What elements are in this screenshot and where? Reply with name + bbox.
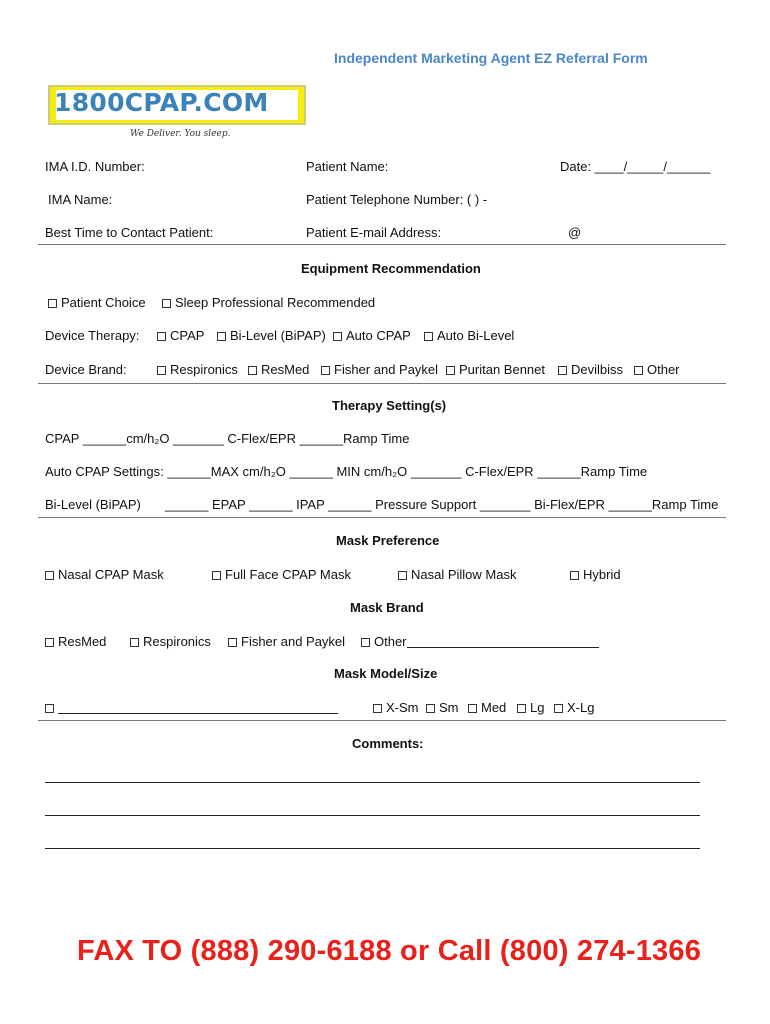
checkbox[interactable] — [446, 366, 455, 375]
divider — [38, 244, 726, 245]
checkbox[interactable] — [558, 366, 567, 375]
company-logo — [48, 85, 306, 125]
auto-cpap-settings-line[interactable]: Auto CPAP Settings: ______MAX cm/h₂O ______ MIN cm/h₂O _______ C-Flex/EPR ______Ramp Time — [45, 464, 648, 479]
checkbox[interactable] — [634, 366, 643, 375]
checkbox[interactable] — [217, 332, 226, 341]
mask-model-field[interactable] — [58, 713, 338, 714]
divider — [38, 720, 726, 721]
size-x-sm-option[interactable]: X-Sm — [373, 700, 419, 715]
checkbox[interactable] — [162, 299, 171, 308]
checkbox[interactable] — [157, 366, 166, 375]
mask-brand-heading: Mask Brand — [350, 600, 424, 615]
mask-model-checkbox[interactable] — [45, 700, 58, 715]
checkbox[interactable] — [333, 332, 342, 341]
checkbox[interactable] — [228, 638, 237, 647]
bilevel-label: Bi-Level (BiPAP) — [45, 497, 141, 512]
best-time-label: Best Time to Contact Patient: — [45, 225, 214, 240]
checkbox[interactable] — [517, 704, 526, 713]
brand-other-option[interactable]: Other — [634, 362, 680, 377]
size-lg-option[interactable]: Lg — [517, 700, 544, 715]
mask-nasal-pillow-option[interactable]: Nasal Pillow Mask — [398, 567, 516, 582]
checkbox[interactable] — [426, 704, 435, 713]
therapy-cpap-option[interactable]: CPAP — [157, 328, 204, 343]
cpap-settings-line[interactable]: CPAP ______cm/h₂O _______ C-Flex/EPR ______Ramp Time — [45, 431, 410, 446]
form-title: Independent Marketing Agent EZ Referral Form — [334, 50, 648, 66]
mask-preference-heading: Mask Preference — [336, 533, 440, 548]
mask-full-face-option[interactable]: Full Face CPAP Mask — [212, 567, 351, 582]
equipment-heading: Equipment Recommendation — [301, 261, 481, 276]
mask-brand-resmed-option[interactable]: ResMed — [45, 634, 106, 649]
date-label: Date: ____/_____/______ — [560, 159, 711, 174]
checkbox[interactable] — [554, 704, 563, 713]
logo-text: 1800CPAP.COM — [54, 88, 269, 117]
logo-tagline: We Deliver. You sleep. — [130, 129, 231, 139]
patient-name-label: Patient Name: — [306, 159, 389, 174]
brand-resmed-option[interactable]: ResMed — [248, 362, 309, 377]
bilevel-settings-line[interactable]: ______ EPAP ______ IPAP ______ Pressure Support _______ Bi-Flex/EPR ______Ramp Time — [165, 497, 719, 512]
email-at-sign: @ — [568, 225, 582, 240]
therapy-heading: Therapy Setting(s) — [332, 398, 447, 413]
mask-brand-respironics-option[interactable]: Respironics — [130, 634, 211, 649]
sleep-professional-option[interactable]: Sleep Professional Recommended — [162, 295, 375, 310]
mask-nasal-option[interactable]: Nasal CPAP Mask — [45, 567, 164, 582]
brand-puritan-bennet-option[interactable]: Puritan Bennet — [446, 362, 545, 377]
checkbox[interactable] — [45, 571, 54, 580]
therapy-bilevel-option[interactable]: Bi-Level (BiPAP) — [217, 328, 326, 343]
mask-brand-other-option[interactable]: Other — [361, 634, 407, 649]
checkbox[interactable] — [361, 638, 370, 647]
brand-fisher-paykel-option[interactable]: Fisher and Paykel — [321, 362, 438, 377]
checkbox[interactable] — [130, 638, 139, 647]
comments-heading: Comments: — [352, 736, 424, 751]
ima-id-label: IMA I.D. Number: — [45, 159, 145, 174]
mask-brand-fisher-paykel-option[interactable]: Fisher and Paykel — [228, 634, 345, 649]
size-med-option[interactable]: Med — [468, 700, 506, 715]
checkbox[interactable] — [398, 571, 407, 580]
brand-devilbiss-option[interactable]: Devilbiss — [558, 362, 623, 377]
device-brand-label: Device Brand: — [45, 362, 127, 377]
therapy-auto-bilevel-option[interactable]: Auto Bi-Level — [424, 328, 514, 343]
checkbox[interactable] — [248, 366, 257, 375]
checkbox[interactable] — [45, 704, 54, 713]
divider — [38, 383, 726, 384]
device-therapy-label: Device Therapy: — [45, 328, 140, 343]
checkbox[interactable] — [157, 332, 166, 341]
brand-respironics-option[interactable]: Respironics — [157, 362, 238, 377]
checkbox[interactable] — [45, 638, 54, 647]
checkbox[interactable] — [212, 571, 221, 580]
checkbox[interactable] — [570, 571, 579, 580]
checkbox[interactable] — [373, 704, 382, 713]
ima-name-label: IMA Name: — [48, 192, 113, 207]
therapy-auto-cpap-option[interactable]: Auto CPAP — [333, 328, 411, 343]
size-sm-option[interactable]: Sm — [426, 700, 459, 715]
mask-hybrid-option[interactable]: Hybrid — [570, 567, 621, 582]
comment-line[interactable] — [45, 782, 700, 783]
checkbox[interactable] — [321, 366, 330, 375]
checkbox[interactable] — [424, 332, 433, 341]
checkbox[interactable] — [48, 299, 57, 308]
patient-choice-option[interactable]: Patient Choice — [48, 295, 146, 310]
size-x-lg-option[interactable]: X-Lg — [554, 700, 594, 715]
checkbox[interactable] — [468, 704, 477, 713]
mask-model-heading: Mask Model/Size — [334, 666, 438, 681]
mask-brand-other-field[interactable] — [407, 647, 599, 648]
patient-phone-label: Patient Telephone Number: ( ) - — [306, 192, 488, 207]
comment-line[interactable] — [45, 815, 700, 816]
comment-line[interactable] — [45, 848, 700, 849]
fax-contact-footer: FAX TO (888) 290-6188 or Call (800) 274-1366 — [77, 935, 702, 967]
patient-email-label: Patient E-mail Address: — [306, 225, 442, 240]
divider — [38, 517, 726, 518]
